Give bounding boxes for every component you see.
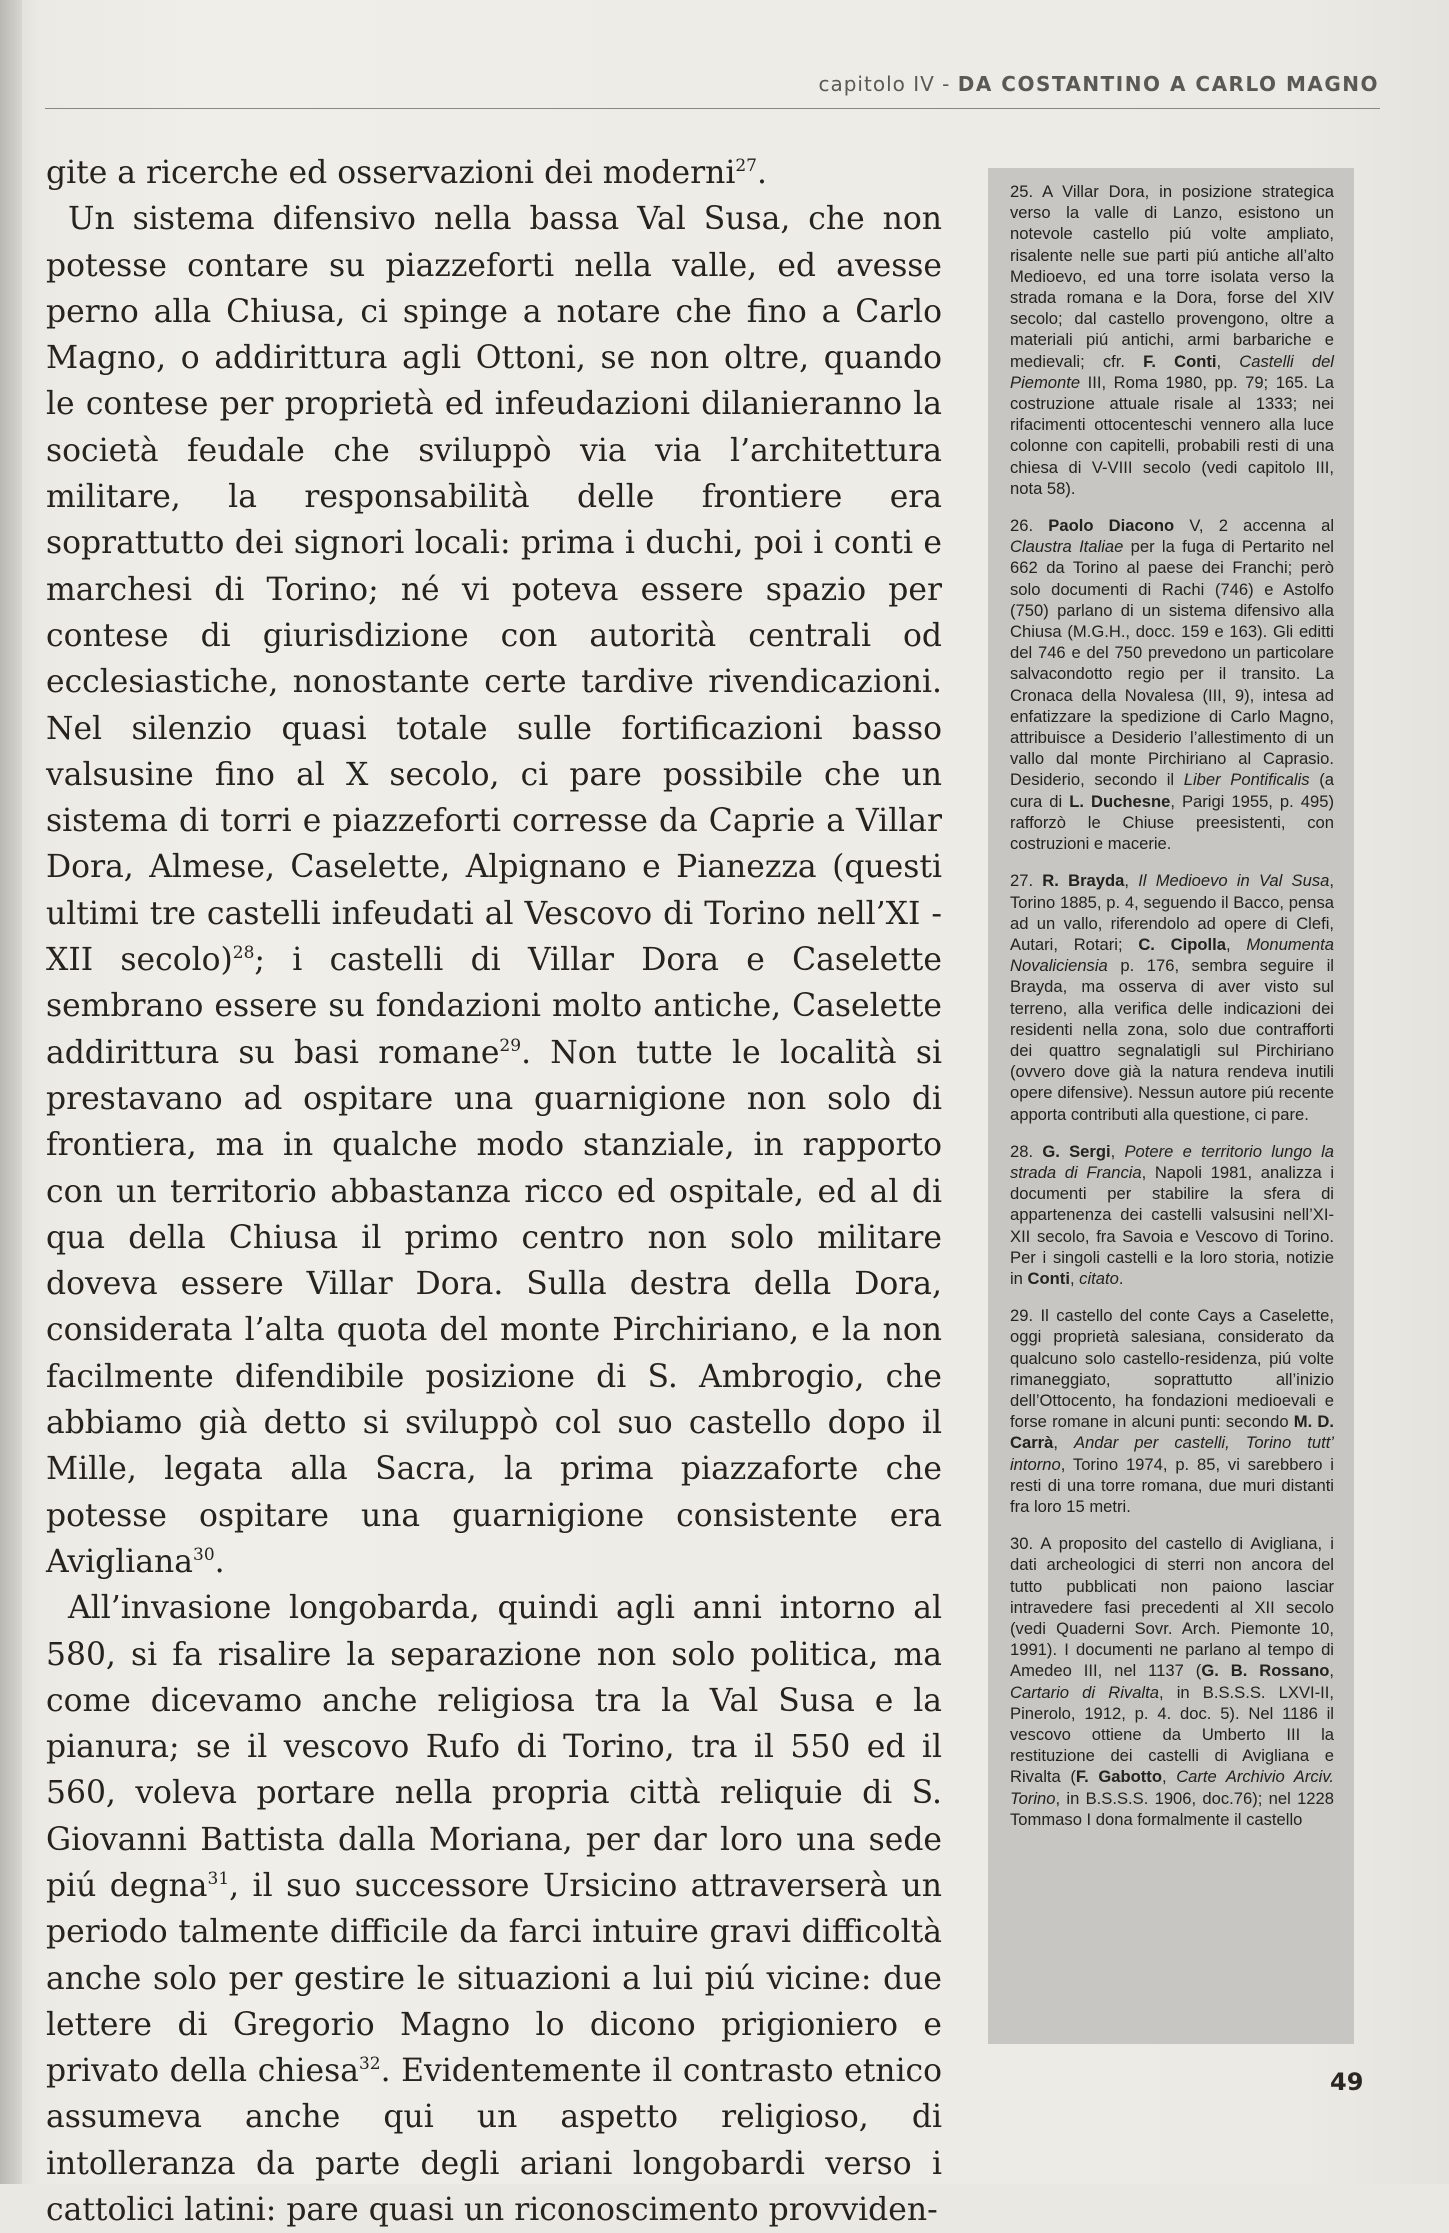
header-rule [45, 108, 1380, 109]
chapter-title: DA COSTANTINO A CARLO MAGNO [957, 72, 1379, 96]
chapter-label: capitolo IV - [818, 72, 951, 96]
main-text-column [46, 150, 942, 2233]
running-header [818, 72, 1379, 96]
footnote-28: 28. G. Sergi, Potere e territorio lungo la strada di Francia, Napoli 1981, analizza i documenti per stabilire la sfera di appartenenza dei castelli valsusini nell’XI-XII secolo, fra Savoia e Vescovo di Torino. Per i singoli castelli e la loro storia, notizie in Conti, citato. [1010, 1141, 1335, 1288]
footnote-27: 27. R. Brayda, Il Medioevo in Val Susa, Torino 1885, p. 4, seguendo il Bacco, pensa ad un vallo, riferendolo ad opere di Clefi, Autari, Rotari; C. Cipolla, Monumenta Novaliciensia p. 176, sembra seguire il Brayda, ma osserva di aver visto sul terreno, alla verifica delle indicazioni dei residenti nella zona, solo due contrafforti dei quattro segnalatigli sul Pirchiriano (ovvero dove già la natura rendeva inutili opere difensive). Nessun autore piú recente apporta contributi alla questione, ci pare. [1010, 871, 1334, 1124]
footnote-29: 29. Il castello del conte Cays a Caselette, oggi proprietà salesiana, considerato da qualcuno solo castello-residenza, piú volte rimaneggiato, soprattutto all’inizio dell’Ottocento, ha fondazioni medioevali e forse romane in alcuni punti: secondo M. D. Carrà, Andar per castelli, Torino tutt’ intorno, Torino 1974, p. 85, vi sarebbero i resti di una torre romana, due muri distanti fra loro 15 metri. [1010, 1306, 1334, 1516]
paragraph-1: gite a ricerche ed osservazioni dei moderni$^{27}$. [46, 155, 767, 191]
footnotes-sidebar [988, 168, 1354, 2044]
footnote-25: 25. A Villar Dora, in posizione strategica verso la valle di Lanzo, esistono un notevole castello piú volte ampliato, risalente nelle sue parti piú antiche all’alto Medioevo, ed una torre isolata verso la strada romana e la Dora, forse del XIV secolo; dal castello provengono, oltre a materiali piú antichi, armi barbariche e medievali; cfr. F. Conti, Castelli del Piemonte III, Roma 1980, pp. 79; 165. La costruzione attuale risale al 1333; nei rifacimenti ottocenteschi vennero alla luce colonne con capitelli, probabili resti di una chiesa di V-VIII secolo (vedi capitolo III, nota 58). [1010, 182, 1334, 498]
page-number: 49 [1330, 2068, 1364, 2096]
footnote-ref-31: 31 [207, 1868, 230, 1889]
footnote-ref-29: 29 [499, 1035, 522, 1056]
footnote-30: 30. A proposito del castello di Avigliana, i dati archeologici di sterri non ancora del tutto pubblicati non paiono lasciar intravedere fasi precedenti al XII secolo (vedi Quaderni Sovr. Arch. Piemonte 10, 1991). I documenti ne parlano al tempo di Amedeo III, nel 1137 (G. B. Rossano, Cartario di Rivalta, in B.S.S.S. LXVI-II, Pinerolo, 1912, p. 4. doc. 5). Nel 1186 il vescovo ottiene da Umberto III la restituzione dei castelli di Avigliana e Rivalta (F. Gabotto, Carte Archivio Arciv. Torino, in B.S.S.S. 1906, doc.76); nel 1228 Tommaso I dona formalmente il castello [1010, 1534, 1335, 1829]
footnote-ref-27: 27 [735, 156, 757, 176]
page-gutter [0, 0, 22, 2184]
paragraph-2: Un sistema difensivo nella bassa Val Susa, che non potesse contare su piazzeforti nella valle, ed avesse perno alla Chiusa, ci spinge a notare che fino a Carlo Magno, o addirittura agli Ottoni, se non oltre, quando le contese per proprietà ed infeudazioni dilanieranno la società feudale che sviluppò via via l’architettura militare, la responsabilità delle frontiere era soprattutto dei signori locali: prima i duchi, poi i conti e marchesi di Torino; né vi poteva essere spazio per contese di giurisdizione con autorità centrali od ecclesiastiche, nonostante certe tardive rivendicazioni. Nel silenzio quasi totale sulle fortificazioni basso valsusine fino al X secolo, ci pare possibile che un sistema di torri e piazzeforti corresse da Caprie a Villar Dora, Almese, Caselette, Alpignano e Pianezza (questi ultimi tre castelli infeudati al Vescovo di Torino nell’XI - XII secolo)$^{28}$; i castelli di Villar Dora e Caselette sembrano essere su fondazioni molto antiche, Caselette addirittura su basi romane$^{29}$. Non tutte le località si prestavano ad ospitare una guarnigione non solo di frontiera, ma in qualche modo stanziale, in rapporto con un territorio abbastanza ricco ed ospitale, ed al di qua della Chiusa il primo centro non solo militare doveva essere Villar Dora. Sulla destra della Dora, considerata l’alta quota del monte Pirchiriano, e la non facilmente difendibile posizione di S. Ambrogio, che abbiamo già detto si sviluppò col suo castello dopo il Mille, legata alla Sacra, la prima piazzaforte che potesse ospitare una guarnigione consistente era Avigliana$^{30}$. [46, 201, 942, 1580]
footnote-26: 26. Paolo Diacono V, 2 accenna al Claustra Italiae per la fuga di Pertarito nel 662 da Torino al paese dei Franchi; però solo documenti di Rachi (746) e Astolfo (750) parlano di un sistema difensivo alla Chiusa (M.G.H., docc. 159 e 163). Gli editti del 746 e del 750 prevedono un particolare salvacondotto regio per il transito. La Cronaca della Novalesa (III, 9), intesa ad enfatizzare la spedizione di Carlo Magno, attribuisce a Desiderio l’allestimento di un vallo dal monte Pirchiriano al Caprasio. Desiderio, secondo il Liber Pontificalis (a cura di L. Duchesne, Parigi 1955, p. 495) rafforzò le Chiuse preesistenti, con costruzioni e macerie. [1010, 516, 1335, 854]
footnote-ref-28: 28 [232, 943, 255, 964]
footnote-ref-32: 32 [358, 2054, 381, 2075]
paragraph-3: All’invasione longobarda, quindi agli anni intorno al 580, si fa risalire la separazione non solo politica, ma come dicevamo anche religiosa tra la Val Susa e la pianura; se il vescovo Rufo di Torino, tra il 550 ed il 560, voleva portare nella propria città reliquie di S. Giovanni Battista dalla Moriana, per dar loro una sede piú degna$^{31}$, il suo successore Ursicino attraverserà un periodo talmente difficile da farci intuire gravi difficoltà anche solo per gestire le situazioni a lui piú vicine: due lettere di Gregorio Magno lo dicono prigioniero e privato della chiesa$^{32}$. Evidentemente il contrasto etnico assumeva anche qui un aspetto religioso, di intolleranza da parte degli ariani longobardi verso i cattolici latini: pare quasi un riconoscimento provviden- [46, 1590, 942, 2229]
footnote-ref-30: 30 [193, 1544, 215, 1565]
